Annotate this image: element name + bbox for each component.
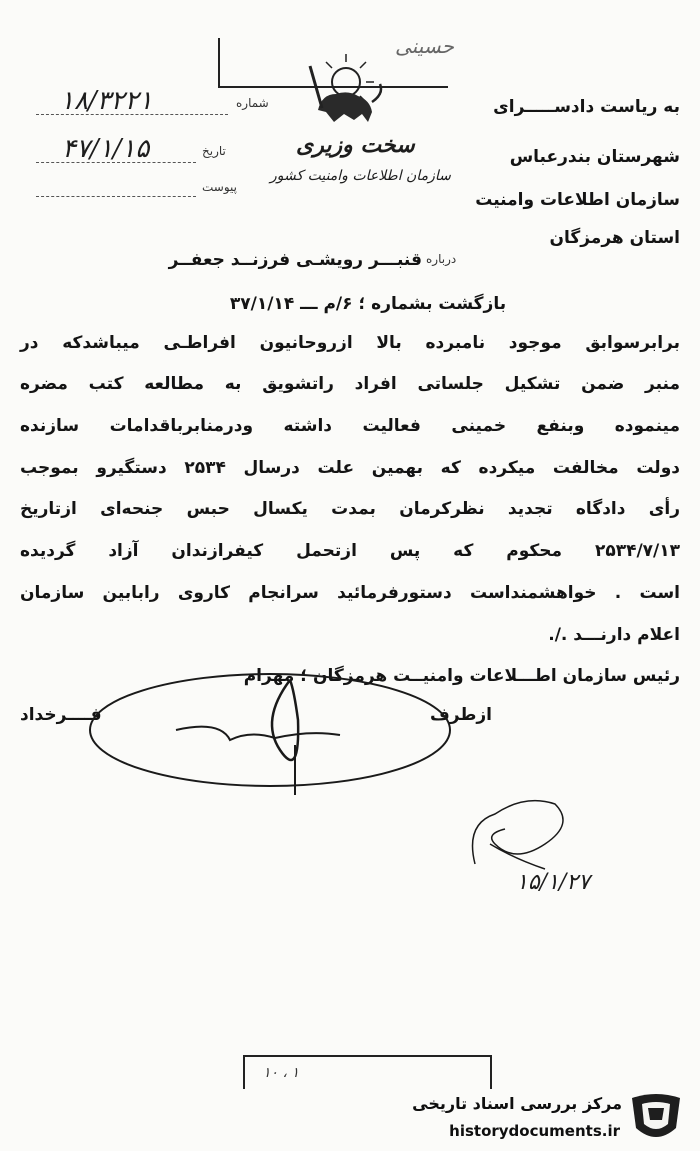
body-line-7: است . خواهشمنداست دستورفرمائید سرانجام کاروی رابابین سازمان [20, 583, 680, 603]
header-stamp-text: حسینی [395, 34, 454, 58]
body-line-5: رأی دادگاه تجدید نظرکرمان بمدت یکسال حبس جنحه‌ای ازتاریخ [20, 499, 680, 519]
number-label: شماره [236, 96, 269, 110]
bottom-stamp-box [243, 1055, 492, 1089]
body-line-6: ۲۵۳۴/۷/۱۳ محکوم که پس ازتحمل کیفرازندان آزاد گردیده [20, 541, 680, 561]
on-behalf-label: ازطرف [430, 705, 492, 725]
watermark-title: مرکز بررسی اسناد تاریخی [412, 1094, 622, 1113]
date-value: ۴۷/۱/۱۵ [62, 134, 150, 164]
signatory-title: رئیس سازمان اطـــلاعات وامنیــت هرمزگان ؛ مهرام [243, 666, 680, 686]
body-line-2: منبر ضمن تشکیل جلساتی افراد راتشویق به مطالعه کتب مضره [20, 374, 680, 394]
recipient-line-4: استان هرمزگان [549, 228, 680, 248]
reference-line: بازگشت بشماره ؛ ۶/م ـــ ۳۷/۱/۱۴ [229, 294, 507, 314]
margin-date-text: ۱۵/۱/۲۷ [516, 870, 590, 895]
attachment-line [36, 196, 196, 197]
recipient-line-2: شهرستان بندرعباس [509, 147, 680, 167]
signatory-name: فــــرخداد [20, 705, 102, 725]
recipient-line-3: سازمان اطلاعات وامنیت [475, 190, 680, 210]
watermark-url: historydocuments.ir [449, 1122, 620, 1140]
subject-label: درباره [426, 252, 457, 266]
body-line-8: اعلام دارنـــد ./. [548, 625, 680, 645]
attachment-label: پیوست [202, 180, 237, 194]
organization-text: سازمان اطلاعات وامنیت کشور [270, 168, 451, 184]
lion-sun-emblem-icon [296, 50, 392, 130]
date-label: تاریخ [202, 144, 226, 158]
bottom-stamp-text: ۱۰ ، ۱ [263, 1065, 299, 1081]
signature-ellipse-stroke [80, 660, 460, 800]
body-line-3: مینموده وبنفع خمینی فعالیت داشته ودرمنابرباقدامات سازنده [20, 416, 680, 436]
recipient-line-1: به ریاست دادســـــرای [493, 97, 680, 117]
subject-text: قنبـــر رویشـی فرزنــد جعفــر [168, 250, 422, 270]
secret-ministry-text: سخت وزیری [296, 132, 415, 158]
body-line-4: دولت مخالفت میکرده که بهمین علت درسال ۲۵۳۴ دستگیرو بموجب [20, 458, 680, 478]
margin-signature-icon [455, 784, 575, 884]
number-value: ۱۸/۳۲۲۱ [60, 86, 153, 116]
body-line-1: برابرسوابق موجود نامبرده بالا ازروحانیون افراطـی میباشدکه در [20, 333, 680, 353]
watermark-logo-icon [626, 1090, 686, 1146]
